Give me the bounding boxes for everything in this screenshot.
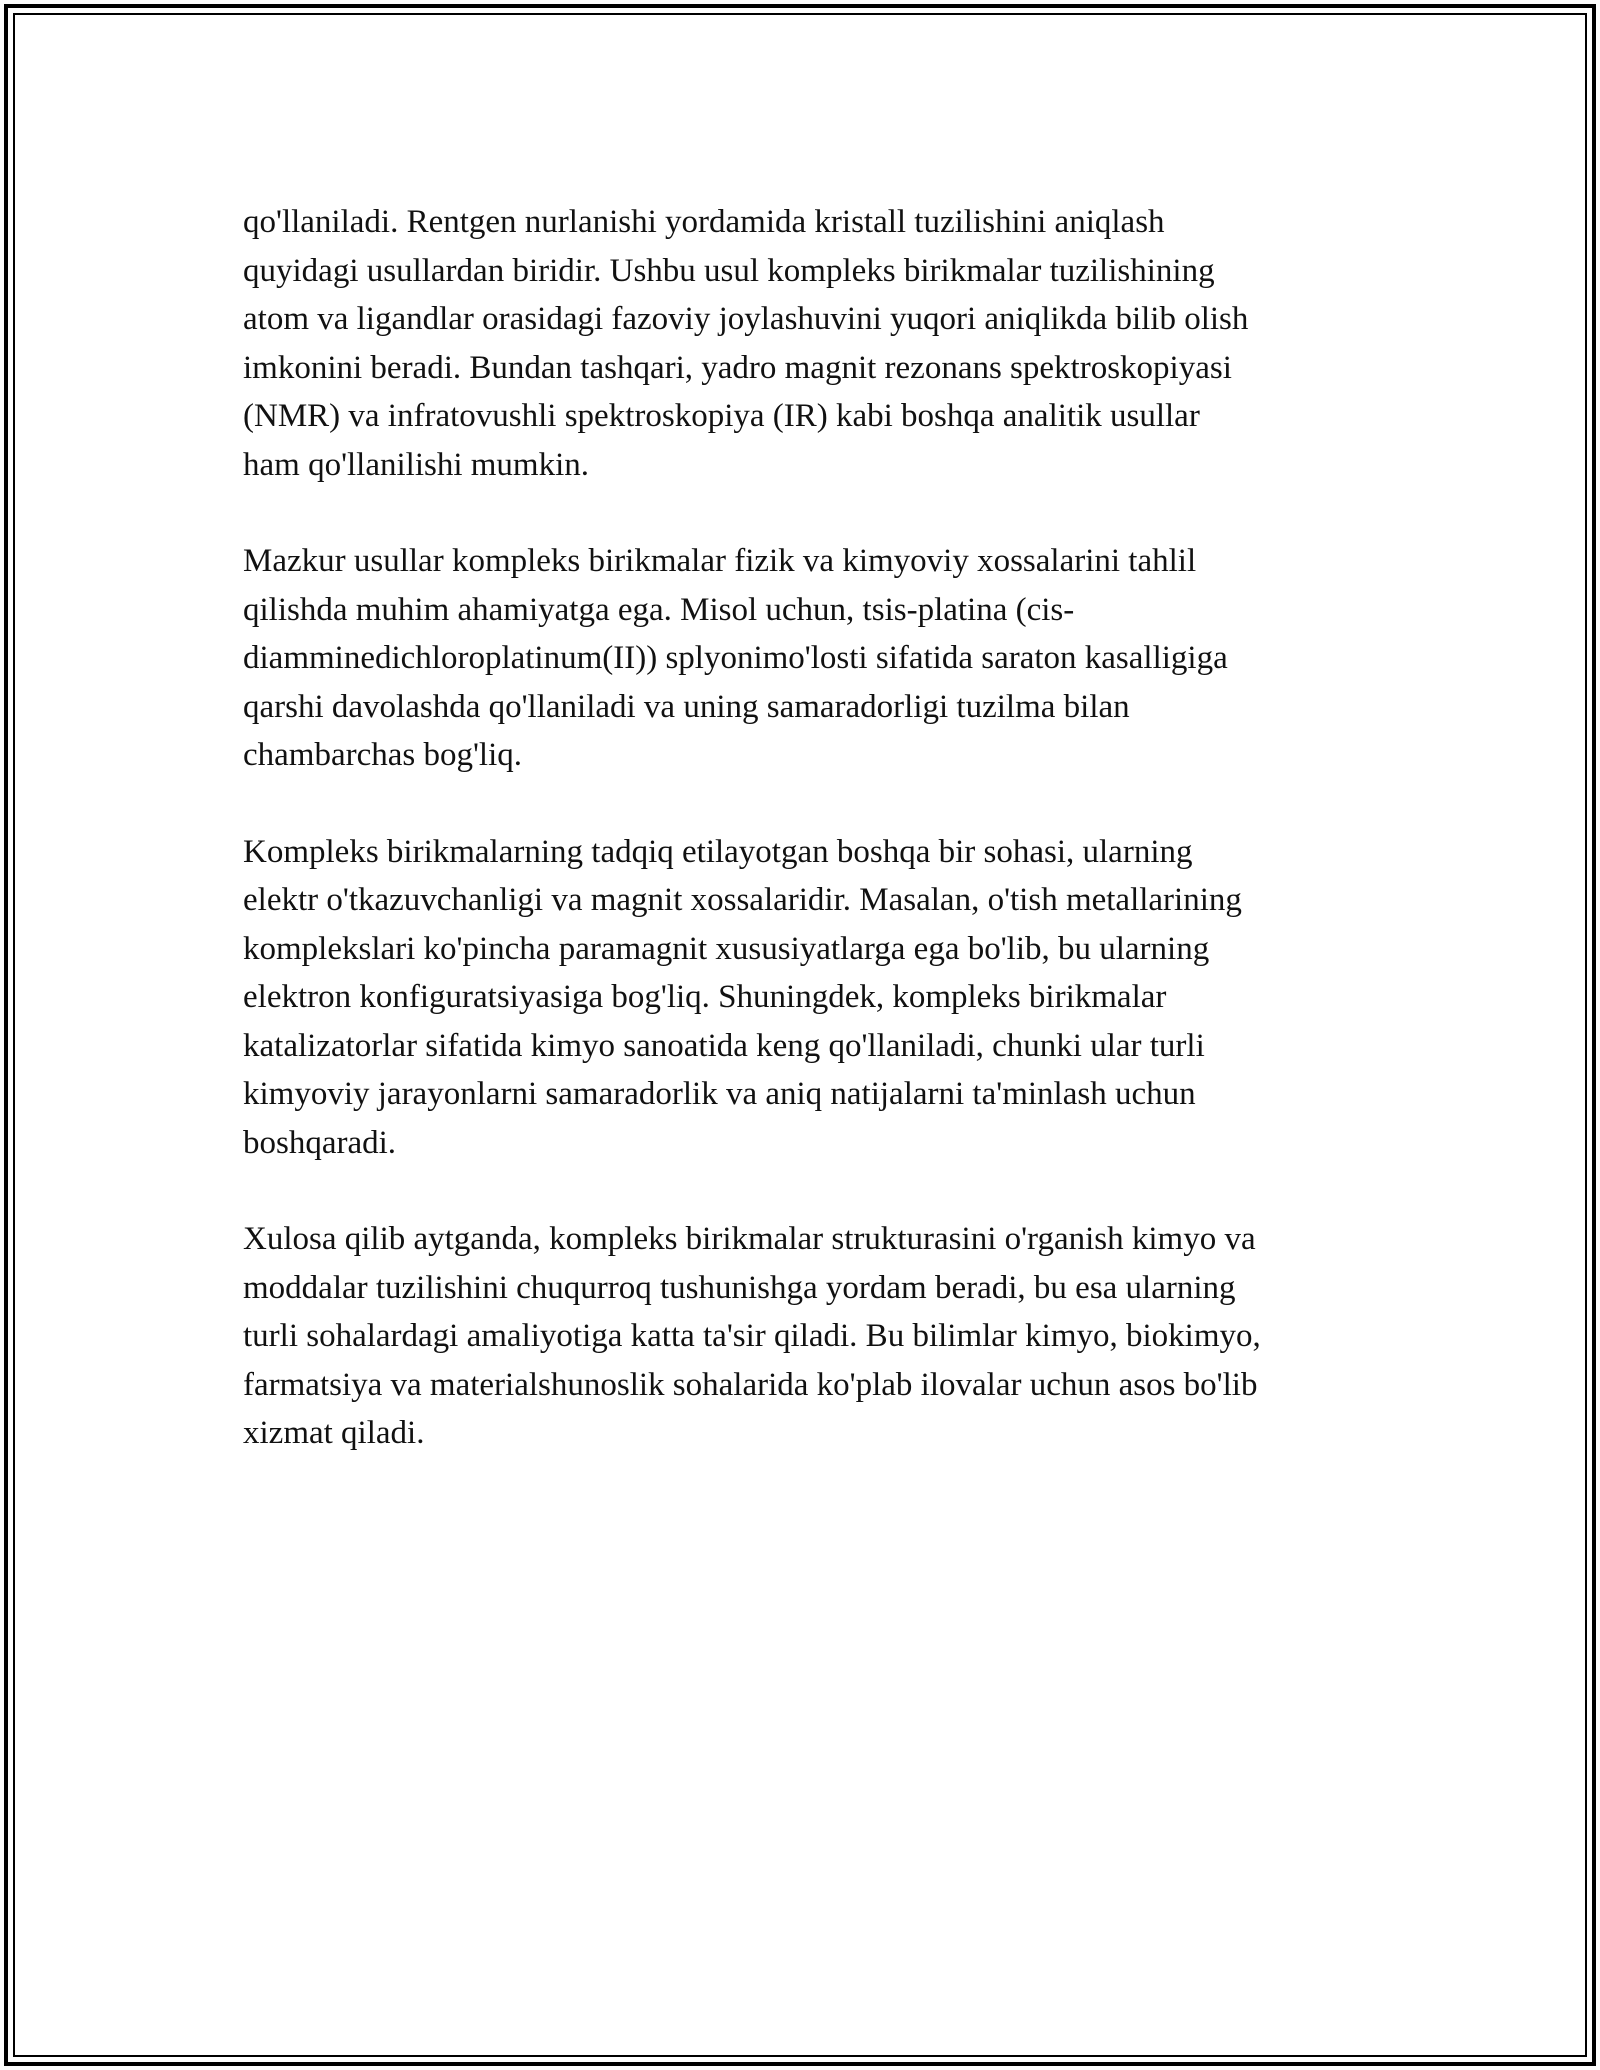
paragraph-3: Kompleks birikmalarning tadqiq etilayotgan boshqa bir sohasi, ularning elektr o'tkazuvchanligi va magnit xossalaridir. Masalan, o'tish metallarining komplekslari ko'pincha paramagnit xususiyatlarga ega bo'lib, bu ularning elektron konfiguratsiyasiga bog'liq. Shuningdek, kompleks birikmalar katalizatorlar sifatida kimyo sanoatida keng qo'llaniladi, chunki ular turli kimyoviy jarayonlarni samaradorlik va aniq natijalarni ta'minlash uchun boshqaradi. [243,833,1242,1161]
paragraph-4: Xulosa qilib aytganda, kompleks birikmalar strukturasini o'rganish kimyo va moddalar tuzilishini chuqurroq tushunishga yordam beradi, bu esa ularning turli sohalardagi amaliyotiga katta ta'sir qiladi. Bu bilimlar kimyo, biokimyo, farmatsiya va materialshunoslik sohalarida ko'plab ilovalar uchun asos bo'lib xizmat qiladi. [243,1221,1261,1451]
paragraph-2: Mazkur usullar kompleks birikmalar fizik va kimyoviy xossalarini tahlil qilishda muhim ahamiyatga ega. Misol uchun, tsis-platina (cis- diamminedichloroplatinum(II)) splyonimo'losti sifatida saraton kasalligiga qarshi davolashda qo'llaniladi va uning samaradorligi tuzilma bilan chambarchas bog'liq. [243,543,1228,773]
document-body [243,198,1413,1506]
page-border-outer [4,4,1596,2066]
paragraph-1: qo'llaniladi. Rentgen nurlanishi yordamida kristall tuzilishini aniqlash quyidagi usullardan biridir. Ushbu usul kompleks birikmalar tuzilishining atom va ligandlar orasidagi fazoviy joylashuvini yuqori aniqlikda bilib olish imkonini beradi. Bundan tashqari, yadro magnit rezonans spektroskopiyasi (NMR) va infratovushli spektroskopiya (IR) kabi boshqa analitik usullar ham qo'llanilishi mumkin. [243,204,1249,483]
